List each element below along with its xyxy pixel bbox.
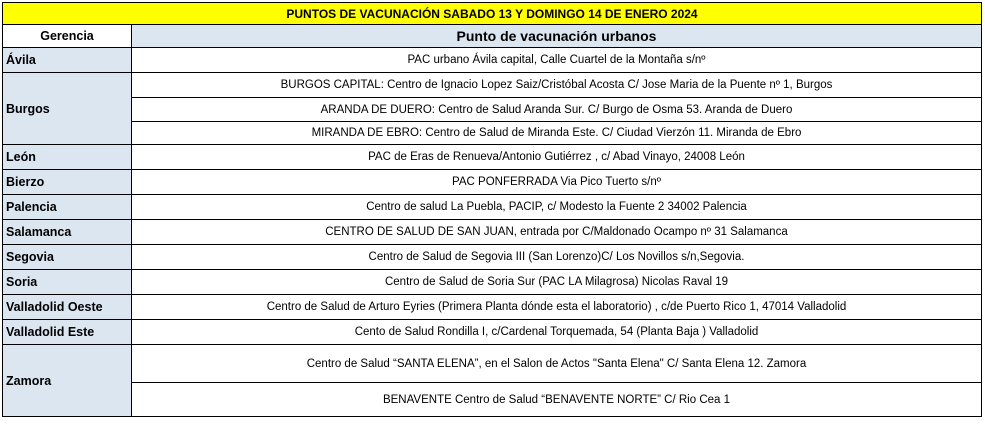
gerencia-cell: Salamanca bbox=[3, 220, 132, 245]
gerencia-cell: Soria bbox=[3, 270, 132, 295]
vaccination-point-cell: PAC urbano Ávila capital, Calle Cuartel de la Montaña s/nº bbox=[132, 48, 982, 73]
gerencia-cell: Bierzo bbox=[3, 170, 132, 195]
table-row bbox=[3, 220, 982, 245]
vaccination-points-table bbox=[2, 2, 982, 417]
table-row bbox=[3, 195, 982, 220]
gerencia-cell: Burgos bbox=[3, 73, 132, 145]
gerencia-cell: Ávila bbox=[3, 48, 132, 73]
vaccination-point-cell: Centro de Salud de Segovia III (San Lorenzo)C/ Los Novillos s/n,Segovia. bbox=[132, 245, 982, 270]
table-row bbox=[3, 383, 982, 417]
gerencia-cell: Valladolid Este bbox=[3, 320, 132, 345]
table-title: PUNTOS DE VACUNACIÓN SABADO 13 Y DOMINGO 14 DE ENERO 2024 bbox=[3, 3, 982, 25]
vaccination-point-cell: MIRANDA DE EBRO: Centro de Salud de Miranda Este. C/ Ciudad Vierzón 11. Miranda de Ebro bbox=[132, 122, 982, 145]
table-row bbox=[3, 170, 982, 195]
vaccination-point-cell: Cento de Salud Rondilla I, c/Cardenal Torquemada, 54 (Planta Baja ) Valladolid bbox=[132, 320, 982, 345]
table-row bbox=[3, 73, 982, 98]
gerencia-cell: León bbox=[3, 145, 132, 170]
table-row bbox=[3, 122, 982, 145]
vaccination-point-cell: Centro de Salud de Soria Sur (PAC LA Milagrosa) Nicolas Raval 19 bbox=[132, 270, 982, 295]
vaccination-point-cell: Centro de salud La Puebla, PACIP, c/ Modesto la Fuente 2 34002 Palencia bbox=[132, 195, 982, 220]
header-row bbox=[3, 25, 982, 48]
table-row bbox=[3, 48, 982, 73]
table-row bbox=[3, 245, 982, 270]
vaccination-point-cell: Centro de Salud “SANTA ELENA”, en el Salon de Actos "Santa Elena" C/ Santa Elena 12. Zamora bbox=[132, 345, 982, 383]
vaccination-point-cell: ARANDA DE DUERO: Centro de Salud Aranda Sur. C/ Burgo de Osma 53. Aranda de Duero bbox=[132, 98, 982, 122]
table-row bbox=[3, 320, 982, 345]
gerencia-cell: Segovia bbox=[3, 245, 132, 270]
header-gerencia: Gerencia bbox=[3, 25, 132, 48]
table-row bbox=[3, 295, 982, 320]
vaccination-point-cell: BENAVENTE Centro de Salud “BENAVENTE NORTE” C/ Rio Cea 1 bbox=[132, 383, 982, 417]
vaccination-point-cell: CENTRO DE SALUD DE SAN JUAN, entrada por C/Maldonado Ocampo nº 31 Salamanca bbox=[132, 220, 982, 245]
table-row bbox=[3, 270, 982, 295]
vaccination-point-cell: PAC de Eras de Renueva/Antonio Gutiérrez , c/ Abad Vinayo, 24008 León bbox=[132, 145, 982, 170]
header-punto: Punto de vacunación urbanos bbox=[132, 25, 982, 48]
table-row bbox=[3, 145, 982, 170]
table-row bbox=[3, 98, 982, 122]
vaccination-point-cell: PAC PONFERRADA Via Pico Tuerto s/nº bbox=[132, 170, 982, 195]
gerencia-cell: Valladolid Oeste bbox=[3, 295, 132, 320]
table-body bbox=[3, 3, 982, 417]
gerencia-cell: Zamora bbox=[3, 345, 132, 417]
table-row bbox=[3, 345, 982, 383]
gerencia-cell: Palencia bbox=[3, 195, 132, 220]
vaccination-point-cell: BURGOS CAPITAL: Centro de Ignacio Lopez Saiz/Cristóbal Acosta C/ Jose Maria de la Puente nº 1, Burgos bbox=[132, 73, 982, 98]
vaccination-point-cell: Centro de Salud de Arturo Eyries (Primera Planta dónde esta el laboratorio) , c/de Puerto Rico 1, 47014 Valladolid bbox=[132, 295, 982, 320]
title-row bbox=[3, 3, 982, 25]
